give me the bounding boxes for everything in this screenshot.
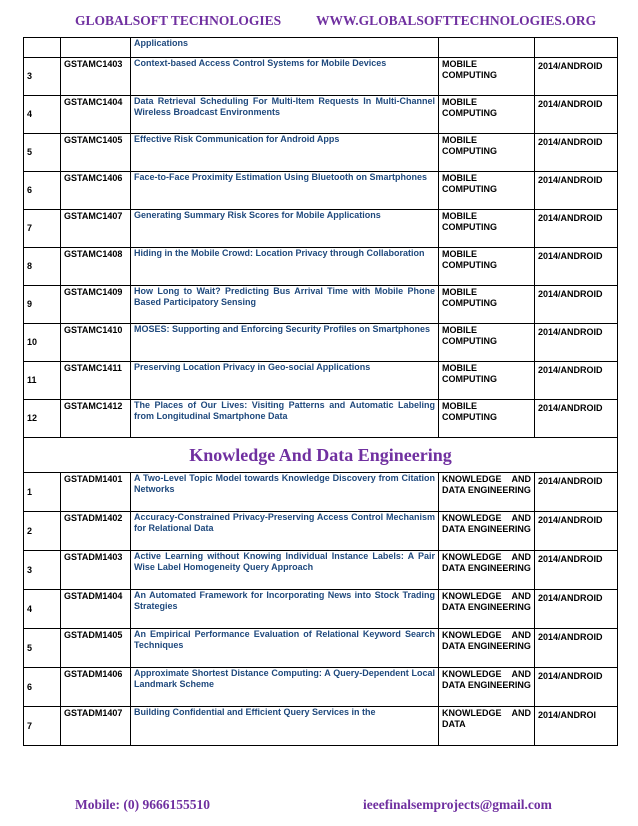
project-domain-text: MOBILE COMPUTING xyxy=(442,59,497,80)
table-row xyxy=(24,400,618,438)
page-header xyxy=(0,10,638,32)
project-code-cell: GSTAMC1403 xyxy=(61,58,131,96)
serial-number-cell: 3 xyxy=(24,58,61,96)
project-domain-text: KNOWLEDGE AND DATA ENGINEERING xyxy=(442,630,531,651)
project-year-cell xyxy=(535,38,618,58)
project-year-cell: 2014/ANDROID xyxy=(535,512,618,551)
serial-number-cell: 1 xyxy=(24,473,61,512)
project-title-cell: Effective Risk Communication for Android Apps xyxy=(131,134,439,172)
project-code-cell: GSTAMC1412 xyxy=(61,400,131,438)
project-domain-cell xyxy=(439,248,535,286)
project-code-cell: GSTADM1401 xyxy=(61,473,131,512)
project-domain-cell xyxy=(439,362,535,400)
serial-number-cell: 5 xyxy=(24,629,61,668)
table-row xyxy=(24,324,618,362)
project-year-cell: 2014/ANDROID xyxy=(535,629,618,668)
contact-mobile: Mobile: (0) 9666155510 xyxy=(75,797,210,812)
project-title-cell: Generating Summary Risk Scores for Mobile Applications xyxy=(131,210,439,248)
project-code-cell: GSTAMC1404 xyxy=(61,96,131,134)
project-domain-text: MOBILE COMPUTING xyxy=(442,401,497,422)
project-domain-text: MOBILE COMPUTING xyxy=(442,287,497,308)
serial-number-cell: 10 xyxy=(24,324,61,362)
table-row xyxy=(24,512,618,551)
project-year-cell: 2014/ANDROID xyxy=(535,96,618,134)
project-year-cell: 2014/ANDROI xyxy=(535,707,618,746)
table-row xyxy=(24,38,618,58)
project-title-cell: Face-to-Face Proximity Estimation Using Bluetooth on Smartphones xyxy=(131,172,439,210)
project-code-cell: GSTAMC1409 xyxy=(61,286,131,324)
project-domain-cell xyxy=(439,286,535,324)
project-domain-text: MOBILE COMPUTING xyxy=(442,173,497,194)
project-title-cell: Context-based Access Control Systems for Mobile Devices xyxy=(131,58,439,96)
project-title-cell: Data Retrieval Scheduling For Multi-Item Requests In Multi-Channel Wireless Broadcast Environments xyxy=(131,96,439,134)
project-title-cell: Building Confidential and Efficient Query Services in the xyxy=(131,707,439,746)
project-domain-text: MOBILE COMPUTING xyxy=(442,325,497,346)
serial-number-cell: 6 xyxy=(24,668,61,707)
project-domain-cell xyxy=(439,172,535,210)
table-row xyxy=(24,473,618,512)
serial-number-cell: 4 xyxy=(24,96,61,134)
project-domain-cell xyxy=(439,590,535,629)
table-row xyxy=(24,248,618,286)
project-domain-text: MOBILE COMPUTING xyxy=(442,211,497,232)
project-title-cell: A Two-Level Topic Model towards Knowledge Discovery from Citation Networks xyxy=(131,473,439,512)
table-row xyxy=(24,58,618,96)
table-row xyxy=(24,210,618,248)
project-year-cell: 2014/ANDROID xyxy=(535,134,618,172)
project-domain-text: KNOWLEDGE AND DATA ENGINEERING xyxy=(442,591,531,612)
project-domain-text: KNOWLEDGE AND DATA xyxy=(442,708,531,729)
project-year-cell: 2014/ANDROID xyxy=(535,473,618,512)
project-code-cell xyxy=(61,38,131,58)
company-website: WWW.GLOBALSOFTTECHNOLOGIES.ORG xyxy=(316,13,597,28)
project-year-cell: 2014/ANDROID xyxy=(535,324,618,362)
project-domain-text: MOBILE COMPUTING xyxy=(442,135,497,156)
table-row xyxy=(24,362,618,400)
serial-number-cell: 2 xyxy=(24,512,61,551)
serial-number-cell: 6 xyxy=(24,172,61,210)
project-title-cell: An Empirical Performance Evaluation of Relational Keyword Search Techniques xyxy=(131,629,439,668)
serial-number-cell: 5 xyxy=(24,134,61,172)
serial-number-cell: 8 xyxy=(24,248,61,286)
section-title: Knowledge And Data Engineering xyxy=(24,438,618,473)
table-row xyxy=(24,551,618,590)
serial-number-cell: 12 xyxy=(24,400,61,438)
project-domain-text: KNOWLEDGE AND DATA ENGINEERING xyxy=(442,513,531,534)
project-domain-cell xyxy=(439,473,535,512)
company-name: GLOBALSOFT TECHNOLOGIES xyxy=(75,13,282,28)
project-domain-cell xyxy=(439,629,535,668)
project-title-cell: Preserving Location Privacy in Geo-social Applications xyxy=(131,362,439,400)
project-year-cell: 2014/ANDROID xyxy=(535,58,618,96)
project-title-cell: Hiding in the Mobile Crowd: Location Privacy through Collaboration xyxy=(131,248,439,286)
project-code-cell: GSTADM1402 xyxy=(61,512,131,551)
project-domain-cell xyxy=(439,96,535,134)
project-domain-cell xyxy=(439,324,535,362)
project-code-cell: GSTADM1407 xyxy=(61,707,131,746)
project-title-cell: An Automated Framework for Incorporating News into Stock Trading Strategies xyxy=(131,590,439,629)
project-domain-text: MOBILE COMPUTING xyxy=(442,97,497,118)
project-domain-cell xyxy=(439,210,535,248)
project-domain-text: KNOWLEDGE AND DATA ENGINEERING xyxy=(442,552,531,573)
project-year-cell: 2014/ANDROID xyxy=(535,210,618,248)
project-year-cell: 2014/ANDROID xyxy=(535,590,618,629)
project-title-cell: Active Learning without Knowing Individual Instance Labels: A Pair Wise Label Homogeneity Query Approach xyxy=(131,551,439,590)
project-code-cell: GSTAMC1410 xyxy=(61,324,131,362)
serial-number-cell: 9 xyxy=(24,286,61,324)
project-domain-text: KNOWLEDGE AND DATA ENGINEERING xyxy=(442,474,531,495)
project-year-cell: 2014/ANDROID xyxy=(535,248,618,286)
project-title-cell: Approximate Shortest Distance Computing: A Query-Dependent Local Landmark Scheme xyxy=(131,668,439,707)
project-title-cell: Applications xyxy=(131,38,439,58)
table-row xyxy=(24,590,618,629)
project-title-cell: Accuracy-Constrained Privacy-Preserving Access Control Mechanism for Relational Data xyxy=(131,512,439,551)
section-header-row xyxy=(24,438,618,473)
page-footer xyxy=(0,797,638,819)
project-code-cell: GSTAMC1411 xyxy=(61,362,131,400)
project-year-cell: 2014/ANDROID xyxy=(535,362,618,400)
project-list-table xyxy=(23,37,618,746)
serial-number-cell xyxy=(24,38,61,58)
project-domain-cell xyxy=(439,58,535,96)
project-domain-text: MOBILE COMPUTING xyxy=(442,363,497,384)
serial-number-cell: 7 xyxy=(24,210,61,248)
serial-number-cell: 3 xyxy=(24,551,61,590)
serial-number-cell: 4 xyxy=(24,590,61,629)
table-row xyxy=(24,629,618,668)
project-domain-cell xyxy=(439,512,535,551)
project-code-cell: GSTADM1406 xyxy=(61,668,131,707)
project-year-cell: 2014/ANDROID xyxy=(535,668,618,707)
contact-email: ieeefinalsemprojects@gmail.com xyxy=(363,797,552,812)
project-title-cell: How Long to Wait? Predicting Bus Arrival Time with Mobile Phone Based Participatory Sensing xyxy=(131,286,439,324)
project-domain-cell xyxy=(439,551,535,590)
serial-number-cell: 7 xyxy=(24,707,61,746)
project-code-cell: GSTADM1404 xyxy=(61,590,131,629)
table-row xyxy=(24,96,618,134)
table-row xyxy=(24,286,618,324)
table-row xyxy=(24,668,618,707)
project-code-cell: GSTADM1403 xyxy=(61,551,131,590)
project-domain-text: KNOWLEDGE AND DATA ENGINEERING xyxy=(442,669,531,690)
project-year-cell: 2014/ANDROID xyxy=(535,172,618,210)
project-domain-cell xyxy=(439,38,535,58)
project-domain-text: MOBILE COMPUTING xyxy=(442,249,497,270)
project-year-cell: 2014/ANDROID xyxy=(535,551,618,590)
project-title-cell: The Places of Our Lives: Visiting Patterns and Automatic Labeling from Longitudinal Smartphone Data xyxy=(131,400,439,438)
table-row xyxy=(24,707,618,746)
project-code-cell: GSTAMC1407 xyxy=(61,210,131,248)
table-row xyxy=(24,134,618,172)
project-code-cell: GSTAMC1408 xyxy=(61,248,131,286)
project-domain-cell xyxy=(439,134,535,172)
project-domain-cell xyxy=(439,668,535,707)
project-code-cell: GSTADM1405 xyxy=(61,629,131,668)
project-domain-cell xyxy=(439,707,535,746)
project-year-cell: 2014/ANDROID xyxy=(535,286,618,324)
project-code-cell: GSTAMC1406 xyxy=(61,172,131,210)
project-title-cell: MOSES: Supporting and Enforcing Security Profiles on Smartphones xyxy=(131,324,439,362)
table-row xyxy=(24,172,618,210)
project-year-cell: 2014/ANDROID xyxy=(535,400,618,438)
project-domain-cell xyxy=(439,400,535,438)
serial-number-cell: 11 xyxy=(24,362,61,400)
project-code-cell: GSTAMC1405 xyxy=(61,134,131,172)
